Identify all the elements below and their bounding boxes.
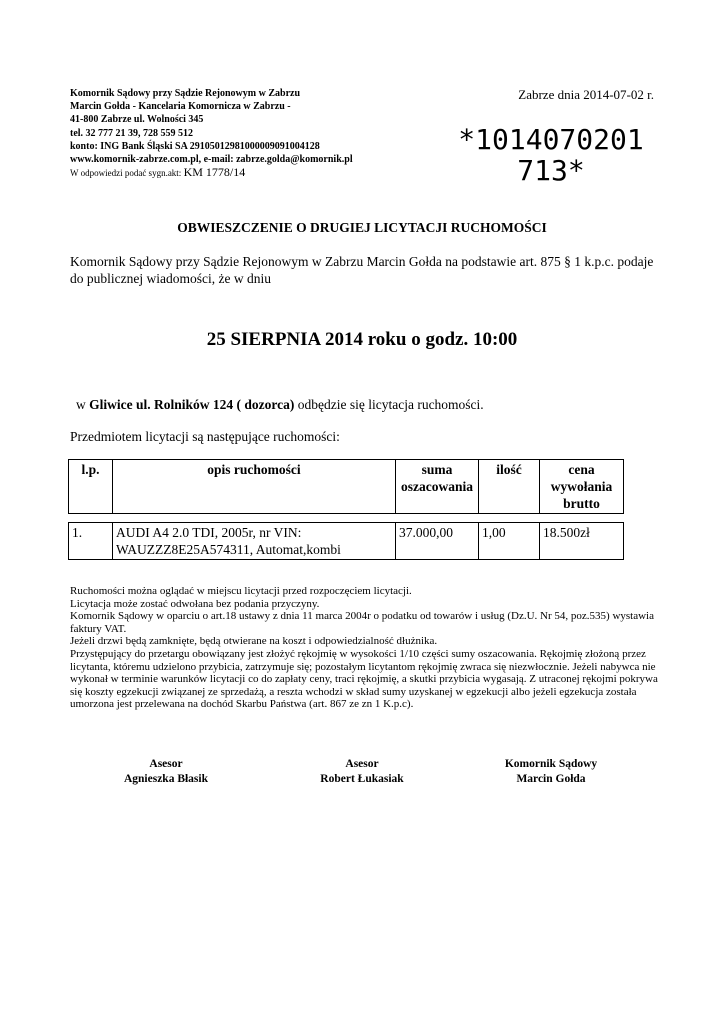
cell-valuation: 37.000,00 bbox=[396, 523, 479, 560]
cell-lp: 1. bbox=[69, 523, 113, 560]
case-reference-value: KM 1778/14 bbox=[183, 165, 246, 180]
notes-section bbox=[70, 585, 664, 711]
header-line: www.komornik-zabrze.com.pl, e-mail: zabrze.golda@komornik.pl bbox=[70, 154, 353, 166]
note-line: Ruchomości można oglądać w miejscu licytacji przed rozpoczęciem licytacji. bbox=[70, 585, 412, 597]
col-header-valuation: suma oszacowania bbox=[396, 460, 479, 514]
cell-description: AUDI A4 2.0 TDI, 2005r, nr VIN: WAUZZZ8E25A574311, Automat,kombi bbox=[113, 523, 396, 560]
note-line: Jeżeli drzwi będą zamknięte, będą otwierane na koszt i odpowiedzialność dłużnika. bbox=[70, 635, 438, 648]
place-address: Gliwice ul. Rolników 124 ( dozorca) bbox=[89, 397, 295, 412]
header-line: Marcin Gołda - Kancelaria Komornicza w Zabrzu - bbox=[70, 101, 291, 113]
signature-block bbox=[66, 757, 266, 786]
col-header-description: opis ruchomości bbox=[113, 460, 396, 514]
signature-name: Robert Łukasiak bbox=[320, 772, 404, 785]
cell-price: 18.500zł bbox=[540, 523, 624, 560]
signature-name: Marcin Gołda bbox=[516, 772, 586, 785]
header-line: 41-800 Zabrze ul. Wolności 345 bbox=[70, 114, 204, 126]
case-reference-label: W odpowiedzi podać sygn.akt: bbox=[70, 168, 182, 179]
auction-place bbox=[76, 397, 484, 413]
case-reference bbox=[70, 166, 450, 180]
signature-block bbox=[451, 757, 651, 786]
note-line: Licytacja może zostać odwołana bez podania przyczyny. bbox=[70, 597, 320, 610]
signature-block bbox=[262, 757, 462, 786]
intro-paragraph: Komornik Sądowy przy Sądzie Rejonowym w Zabrzu Marcin Gołda na podstawie art. 875 § 1 k.p.c. podaje do publicznej wiadomości, że w dniu bbox=[70, 254, 654, 286]
place-prefix: w bbox=[76, 397, 86, 412]
signature-role: Asesor bbox=[345, 758, 379, 770]
subject-text: Przedmiotem licytacji są następujące ruchomości: bbox=[70, 429, 340, 444]
items-table-header bbox=[68, 459, 624, 514]
note-line: Komornik Sądowy w oparciu o art.18 ustawy z dnia 11 marca 2004r o podatku od towarów i usług (Dz.U. Nr 54, poz.535) wystawia faktury VAT. bbox=[70, 610, 654, 635]
col-header-price: cena wywołania brutto bbox=[540, 460, 624, 514]
barcode-text bbox=[420, 124, 682, 186]
document-title: OBWIESZCZENIE O DRUGIEJ LICYTACJI RUCHOMOŚCI bbox=[177, 220, 547, 235]
document-date: Zabrze dnia 2014-07-02 r. bbox=[518, 87, 654, 102]
items-table bbox=[68, 522, 624, 560]
cell-quantity: 1,00 bbox=[479, 523, 540, 560]
header-line: konto: ING Bank Śląski SA 29105012981000009091004128 bbox=[70, 140, 320, 152]
barcode-line: *1014070201 bbox=[458, 123, 644, 156]
signature-role: Asesor bbox=[149, 758, 183, 770]
col-header-quantity: ilość bbox=[479, 460, 540, 514]
note-line: Przystępujący do przetargu obowiązany jest złożyć rękojmię w wysokości 1/10 części sumy oszacowania. Rękojmię złożoną przez licytanta, któremu udzielono przybicia, zatrzymuje się; pozostałym licytantom rękojmię zwraca się niezwłocznie. Jeżeli nabywca nie wykonał w terminie warunków licytacji co do zapłaty ceny, traci rękojmię, a skutki przybicia wygasają. Z utraconej rękojmi pokrywa się koszty egzekucji związanej ze sprzedażą, a reszta wchodzi w skład sumy uzyskanej w egzekucji albo jeżeli egzekucja została umorzona jest przelewana na dochód Skarbu Państwa (art. 867 ze zn 1 K.p.c). bbox=[70, 647, 658, 711]
header-line: Komornik Sądowy przy Sądzie Rejonowym w Zabrzu bbox=[70, 88, 301, 99]
barcode-line: 713* bbox=[517, 154, 585, 187]
header-line: tel. 32 777 21 39, 728 559 512 bbox=[70, 127, 194, 139]
place-suffix: odbędzie się licytacja ruchomości. bbox=[294, 397, 484, 412]
signature-role: Komornik Sądowy bbox=[504, 758, 598, 770]
signature-name: Agnieszka Błasik bbox=[123, 772, 209, 785]
office-header bbox=[70, 87, 450, 180]
col-header-lp: l.p. bbox=[69, 460, 113, 514]
auction-date: 25 SIERPNIA 2014 roku o godz. 10:00 bbox=[206, 329, 518, 350]
table-row bbox=[69, 523, 624, 560]
